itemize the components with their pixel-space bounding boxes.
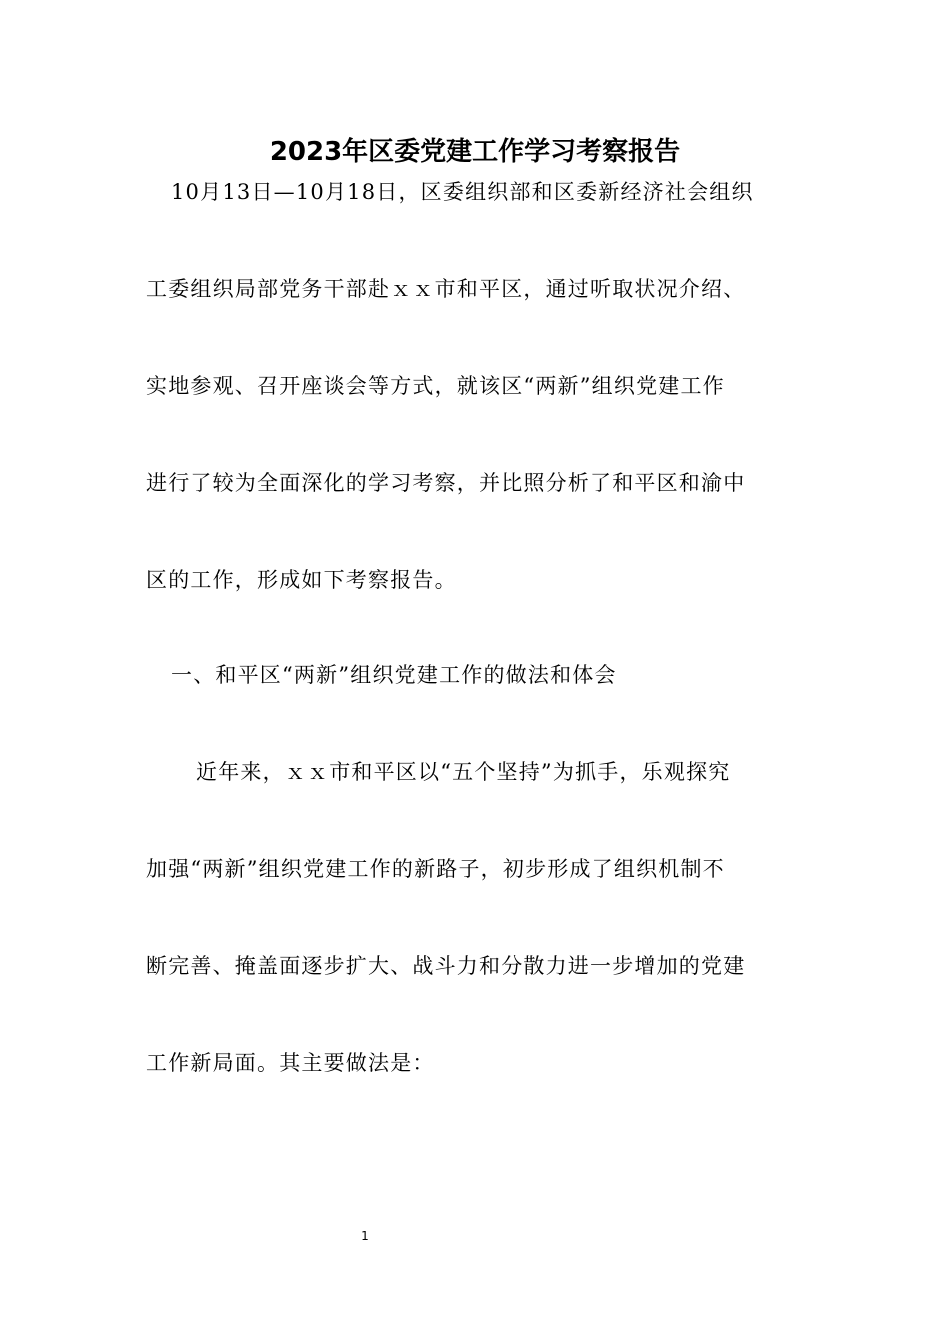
- paragraph-line-2: 工委组织局部党务干部赴ｘｘ市和平区，通过听取状况介绍、: [146, 277, 746, 301]
- paragraph-line-8: 加强“两新”组织党建工作的新路子，初步形成了组织机制不: [146, 857, 725, 881]
- paragraph-line-10: 工作新局面。其主要做法是：: [146, 1051, 435, 1075]
- paragraph-line-1: 10月13日—10月18日，区委组织部和区委新经济社会组织: [171, 180, 754, 204]
- paragraph-line-9: 断完善、掩盖面逐步扩大、战斗力和分散力进一步增加的党建: [146, 954, 746, 978]
- document-title: 2023年区委党建工作学习考察报告: [269, 137, 681, 167]
- paragraph-line-5: 区的工作，形成如下考察报告。: [146, 568, 457, 592]
- paragraph-line-7: 近年来，ｘｘ市和平区以“五个坚持”为抓手，乐观探究: [196, 760, 731, 784]
- page-number: 1: [361, 1229, 369, 1243]
- section-heading: 一、和平区“两新”组织党建工作的做法和体会: [171, 663, 617, 687]
- paragraph-line-3: 实地参观、召开座谈会等方式，就该区“两新”组织党建工作: [146, 374, 725, 398]
- paragraph-line-4: 进行了较为全面深化的学习考察，并比照分析了和平区和渝中: [146, 471, 746, 495]
